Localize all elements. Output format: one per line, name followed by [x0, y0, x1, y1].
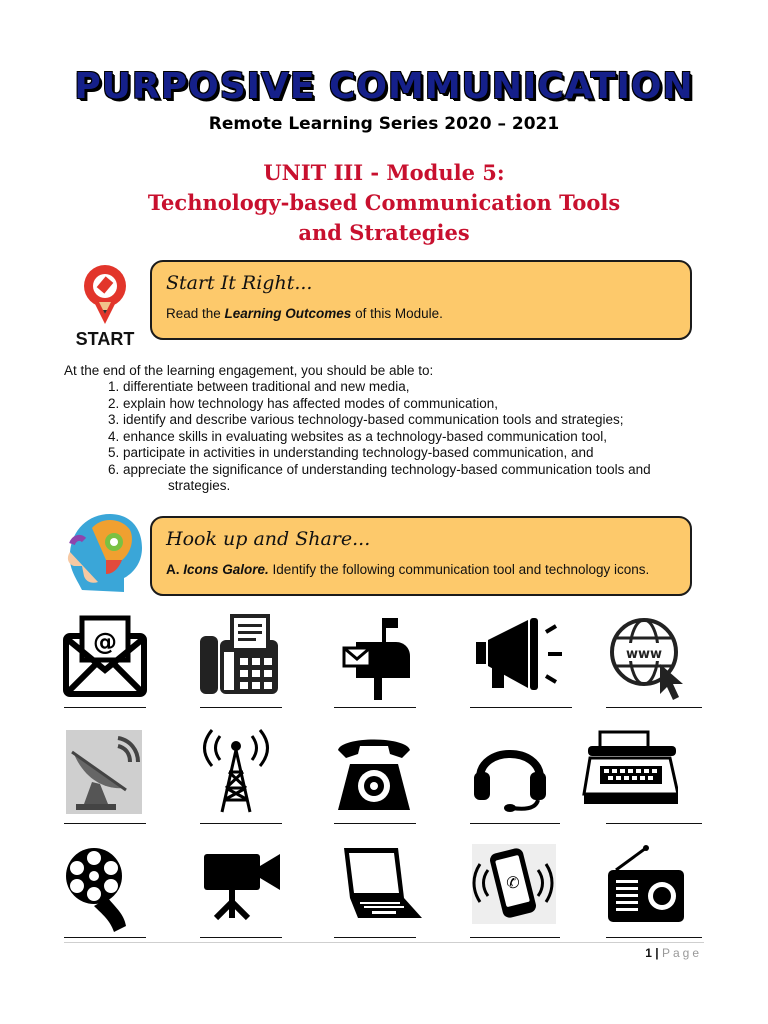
outcome-item: 5. participate in activities in understanding technology-based communication, and	[108, 445, 594, 460]
activity-instruction: Identify the following communication tool and technology icons.	[268, 562, 650, 577]
series-subtitle: Remote Learning Series 2020 – 2021	[208, 114, 560, 134]
head-gears-icon	[62, 508, 146, 596]
unit-heading-line-1: UNIT III - Module 5:	[263, 160, 505, 185]
email-icon	[60, 612, 156, 702]
page-separator: |	[651, 946, 662, 960]
start-it-right-callout	[150, 260, 692, 340]
satellite-dish-icon	[62, 728, 158, 818]
answer-blank[interactable]	[64, 707, 146, 708]
answer-blank[interactable]	[470, 707, 572, 708]
answer-blank[interactable]	[200, 707, 282, 708]
hook-up-text	[166, 562, 649, 577]
page-number: 1	[645, 946, 652, 960]
unit-heading-line-3: and Strategies	[298, 220, 470, 245]
answer-blank[interactable]	[200, 823, 282, 824]
mobile-phone-icon	[470, 844, 566, 934]
hook-up-callout	[150, 516, 692, 596]
answer-blank[interactable]	[334, 937, 416, 938]
page-footer	[645, 946, 702, 960]
outcome-item-6-text: 6. appreciate the significance of understanding technology-based communication tools and	[108, 461, 651, 477]
svg-text:www: www	[625, 647, 663, 662]
page-label: Page	[661, 946, 702, 960]
video-camera-icon	[196, 844, 292, 934]
answer-blank[interactable]	[606, 937, 702, 938]
start-pencil-icon	[70, 262, 140, 350]
outcomes-intro: At the end of the learning engagement, you should be able to:	[64, 363, 434, 378]
answer-blank[interactable]	[334, 707, 416, 708]
answer-blank[interactable]	[470, 937, 560, 938]
mailbox-icon	[330, 612, 426, 702]
headset-icon	[470, 728, 566, 818]
www-globe-icon	[604, 612, 700, 702]
answer-blank[interactable]	[200, 937, 282, 938]
rotary-phone-icon	[332, 728, 428, 818]
learning-outcomes-emphasis: Learning Outcomes	[224, 306, 352, 321]
answer-blank[interactable]	[470, 823, 560, 824]
film-reel-icon	[60, 844, 156, 934]
answer-blank[interactable]	[334, 823, 416, 824]
start-text-prefix: Read the	[166, 306, 225, 321]
outcome-item: 4. enhance skills in evaluating websites as a technology-based communication tool,	[108, 428, 608, 444]
activity-label: A.	[166, 562, 184, 577]
fax-machine-icon	[196, 612, 292, 702]
answer-blank[interactable]	[606, 707, 702, 708]
start-it-right-text	[166, 306, 443, 321]
outcome-item: 1. differentiate between traditional and new media,	[108, 379, 410, 394]
footer-divider	[64, 942, 704, 943]
outcome-item-6-continued: strategies.	[168, 478, 231, 493]
unit-heading-line-2: Technology-based Communication Tools	[147, 190, 621, 215]
answer-blank[interactable]	[64, 937, 146, 938]
radio-tower-icon	[196, 728, 292, 818]
learning-outcomes-list	[108, 379, 708, 495]
hook-up-title: Hook up and Share...	[166, 528, 371, 550]
start-badge-text: START	[75, 329, 135, 349]
outcome-item: 2. explain how technology has affected modes of communication,	[108, 395, 498, 411]
outcome-item	[108, 462, 708, 495]
laptop-icon	[334, 844, 430, 934]
icons-galore-emphasis: Icons Galore.	[183, 562, 269, 577]
start-text-suffix: of this Module.	[351, 306, 443, 321]
answer-blank[interactable]	[64, 823, 146, 824]
typewriter-icon	[582, 728, 678, 818]
svg-text:✆: ✆	[506, 873, 520, 892]
document-title: PURPOSIVE COMMUNICATION	[74, 66, 694, 107]
svg-text:@: @	[93, 628, 117, 656]
megaphone-icon	[470, 612, 566, 702]
start-it-right-title: Start It Right...	[166, 272, 313, 294]
answer-blank[interactable]	[606, 823, 702, 824]
outcome-item: 3. identify and describe various technology-based communication tools and strategies;	[108, 412, 624, 427]
unit-heading	[0, 158, 768, 248]
radio-icon	[604, 844, 700, 934]
